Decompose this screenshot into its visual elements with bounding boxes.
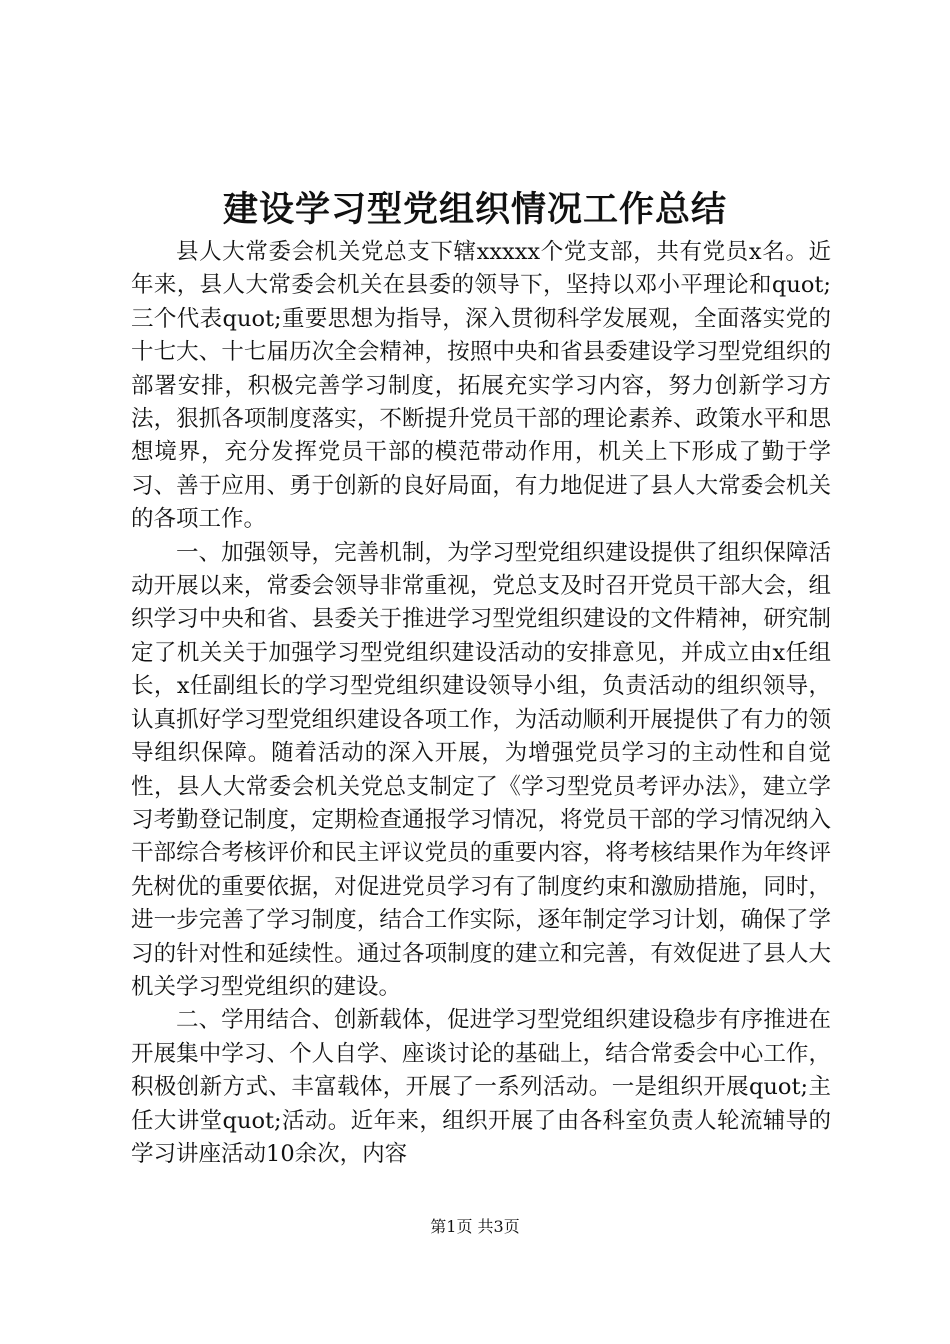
paragraph-section-two: 二、学用结合、创新载体，促进学习型党组织建设稳步有序推进在开展集中学习、个人自学、座谈讨论的基础上，结合常委会中心工作，积极创新方式、丰富载体，开展了一系列活动。一是组织开展quot;主任大讲堂quot;活动。近年来，组织开展了由各科室负责人轮流辅导的学习讲座活动10余次，内容 — [131, 1007, 831, 1167]
paragraph-intro: 县人大常委会机关党总支下辖xxxxx个党支部，共有党员x名。近年来，县人大常委会机关在县委的领导下，坚持以邓小平理论和quot;三个代表quot;重要思想为指导，深入贯彻科学发展观，全面落实党的十七大、十七届历次全会精神，按照中央和省县委建设学习型党组织的部署安排，积极完善学习制度，拓展充实学习内容，努力创新学习方法，狠抓各项制度落实，不断提升党员干部的理论素养、政策水平和思想境界，充分发挥党员干部的模范带动作用，机关上下形成了勤于学习、善于应用、勇于创新的良好局面，有力地促进了县人大常委会机关的各项工作。 — [131, 239, 831, 533]
paragraph-section-one: 一、加强领导，完善机制，为学习型党组织建设提供了组织保障活动开展以来，常委会领导非常重视，党总支及时召开党员干部大会，组织学习中央和省、县委关于推进学习型党组织建设的文件精神，研究制定了机关关于加强学习型党组织建设活动的安排意见，并成立由x任组长，x任副组长的学习型党组织建设领导小组，负责活动的组织领导，认真抓好学习型党组织建设各项工作，为活动顺利开展提供了有力的领导组织保障。随着活动的深入开展，为增强党员学习的主动性和自觉性，县人大常委会机关党总支制定了《学习型党员考评办法》，建立学习考勤登记制度，定期检查通报学习情况，将党员干部的学习情况纳入干部综合考核评价和民主评议党员的重要内容，将考核结果作为年终评先树优的重要依据，对促进党员学习有了制度约束和激励措施，同时，进一步完善了学习制度，结合工作实际，逐年制定学习计划，确保了学习的针对性和延续性。通过各项制度的建立和完善，有效促进了县人大机关学习型党组织的建设。 — [131, 539, 831, 1000]
document-title: 建设学习型党组织情况工作总结 — [222, 189, 727, 230]
page-number-footer: 第1页 共3页 — [430, 1217, 520, 1236]
document-body — [131, 236, 831, 1171]
